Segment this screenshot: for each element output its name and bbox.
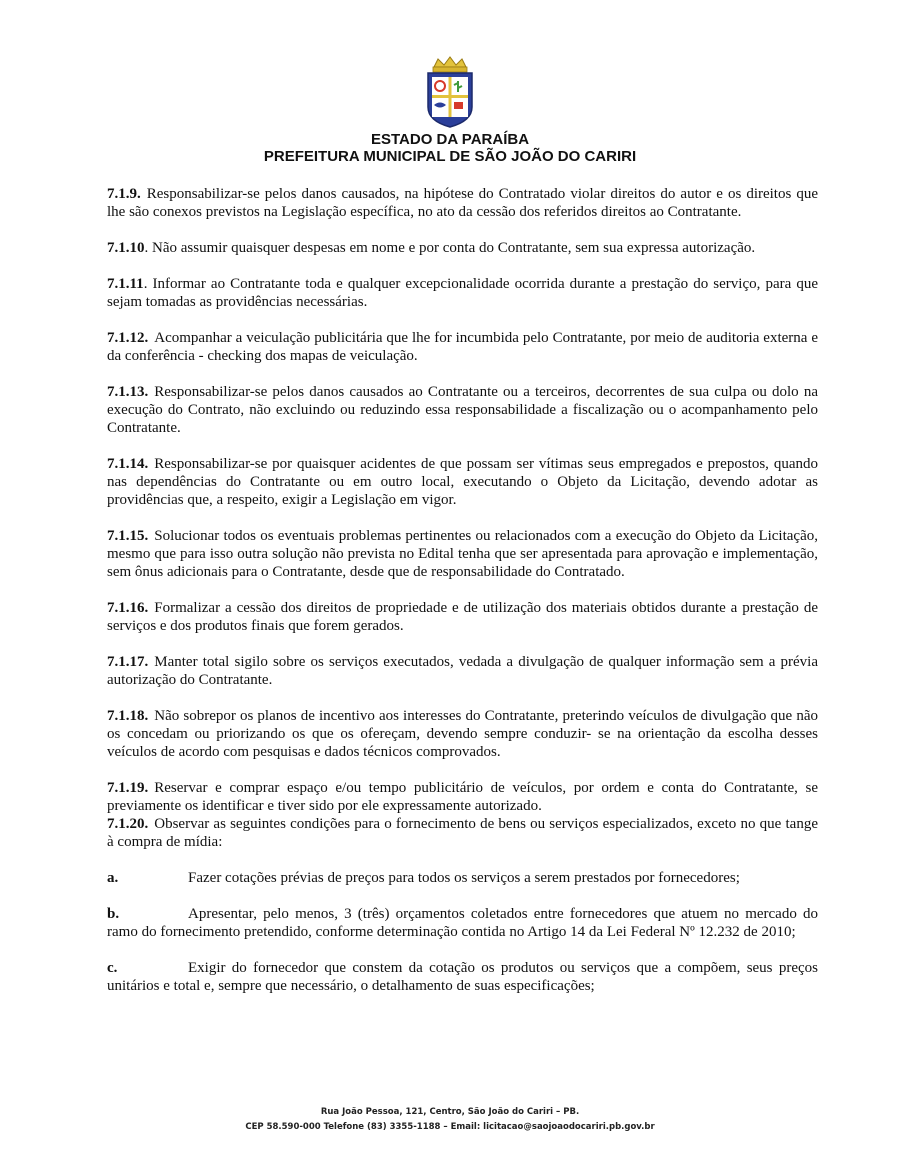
clause-number: 7.1.20. — [107, 816, 149, 832]
clause-number: 7.1.10 — [107, 240, 145, 256]
page-footer — [0, 1105, 900, 1135]
clause-text: . Não assumir quaisquer despesas em nome e por conta do Contratante, sem sua expressa autorização. — [144, 240, 756, 256]
clause-text: Manter total sigilo sobre os serviços executados, vedada a divulgação de qualquer informação sem a prévia autorização do Contratante. — [107, 654, 818, 688]
clause-7-1-20 — [107, 815, 818, 851]
clause-number: 7.1.9. — [107, 186, 141, 202]
clause-text: Responsabilizar-se pelos danos causados, na hipótese do Contratado violar direitos do autor e os direitos que lhe são conexos previstos na Legislação específica, no ato da cessão dos referidos direitos ao Contratante. — [107, 186, 818, 220]
clause-number: 7.1.18. — [107, 708, 149, 724]
clause-text: Reservar e comprar espaço e/ou tempo publicitário de veículos, por ordem e conta do Contratante, se previamente os identificar e tiver sido por ele expressamente autorizado. — [107, 780, 818, 814]
clause-text: Acompanhar a veiculação publicitária que lhe for incumbida pelo Contratante, por meio de auditoria externa e da conferência - checking dos mapas de veiculação. — [107, 330, 818, 364]
clause-text: Observar as seguintes condições para o fornecimento de bens ou serviços especializados, exceto no que tange à compra de mídia: — [107, 816, 818, 850]
clause-text: Não sobrepor os planos de incentivo aos interesses do Contratante, preterindo veículos de divulgação que não os concedam ou priorizando os que os ofereçam, devendo sempre conduzir- se na orientação da escolha desses veículos de acordo com pesquisas e dados técnicos comprovados. — [107, 708, 818, 760]
footer-address: Rua João Pessoa, 121, Centro, São João do Cariri – PB. — [320, 1107, 580, 1117]
clause-number: 7.1.11 — [107, 276, 144, 292]
clause-7-1-14 — [107, 455, 818, 509]
clause-7-1-9 — [107, 185, 818, 221]
clause-text: Responsabilizar-se por quaisquer acidentes de que possam ser vítimas seus empregados e prepostos, quando nas dependências do Contratante ou em outro local, executando o Objeto da Licitação, devendo adotar as providências que, a respeito, exigir a Legislação em vigor. — [107, 456, 818, 508]
clause-number: 7.1.16. — [107, 600, 149, 616]
footer-contact: CEP 58.590-000 Telefone (83) 3355-1188 – Email: licitacao@saojoaodocariri.pb.gov.br — [245, 1122, 655, 1132]
document-body — [107, 185, 818, 1013]
clause-number: 7.1.13. — [107, 384, 149, 400]
clause-7-1-16 — [107, 599, 818, 635]
municipal-coat-of-arms-icon — [420, 55, 480, 129]
clause-text: Responsabilizar-se pelos danos causados ao Contratante ou a terceiros, decorrentes de sua culpa ou dolo na execução do Contrato, não excluindo ou reduzindo essa responsabilidade a fiscalização ou o acompanhamento pelo Contratante. — [107, 384, 818, 436]
item-letter: b. — [107, 906, 120, 922]
clause-text: Solucionar todos os eventuais problemas pertinentes ou relacionados com a execução do Objeto da Licitação, mesmo que para isso outra solução não prevista no Edital tenha que ser apresentada para aprovação e implementação, sem ônus adicionais para o Contratante, desde que de responsabilidade do Contratado. — [107, 528, 818, 580]
clause-7-1-17 — [107, 653, 818, 689]
clause-number: 7.1.19. — [107, 780, 149, 796]
clause-7-1-13 — [107, 383, 818, 437]
clause-7-1-18 — [107, 707, 818, 761]
clause-text: . Informar ao Contratante toda e qualquer excepcionalidade ocorrida durante a prestação do serviço, para que sejam tomadas as providências necessárias. — [107, 276, 818, 310]
clause-number: 7.1.14. — [107, 456, 149, 472]
list-item-c — [107, 959, 818, 995]
clause-7-1-12 — [107, 329, 818, 365]
clause-7-1-11 — [107, 275, 818, 311]
clause-number: 7.1.15. — [107, 528, 149, 544]
list-item-b — [107, 905, 818, 941]
list-item-a — [107, 869, 818, 887]
municipality-heading: PREFEITURA MUNICIPAL DE SÃO JOÃO DO CARIRI — [263, 148, 637, 165]
clause-text: Formalizar a cessão dos direitos de propriedade e de utilização dos materiais obtidos durante a prestação de serviços e dos produtos finais que forem gerados. — [107, 600, 818, 634]
item-letter: a. — [107, 870, 119, 886]
item-text: Fazer cotações prévias de preços para todos os serviços a serem prestados por fornecedores; — [188, 870, 740, 886]
clause-number: 7.1.12. — [107, 330, 149, 346]
clause-7-1-10 — [107, 239, 818, 257]
state-heading: ESTADO DA PARAÍBA — [370, 131, 530, 148]
clause-7-1-15 — [107, 527, 818, 581]
item-text: Exigir do fornecedor que constem da cotação os produtos ou serviços que a compõem, seus preços unitários e total e, sempre que necessário, o detalhamento de suas especificações; — [107, 960, 818, 994]
item-text: Apresentar, pelo menos, 3 (três) orçamentos coletados entre fornecedores que atuem no mercado do ramo do fornecimento pretendido, conforme determinação contida no Artigo 14 da Lei Federal Nº 12.232 de 2010; — [107, 906, 818, 940]
letterhead — [0, 55, 900, 165]
clause-number: 7.1.17. — [107, 654, 149, 670]
clause-7-1-19 — [107, 779, 818, 815]
item-letter: c. — [107, 960, 118, 976]
